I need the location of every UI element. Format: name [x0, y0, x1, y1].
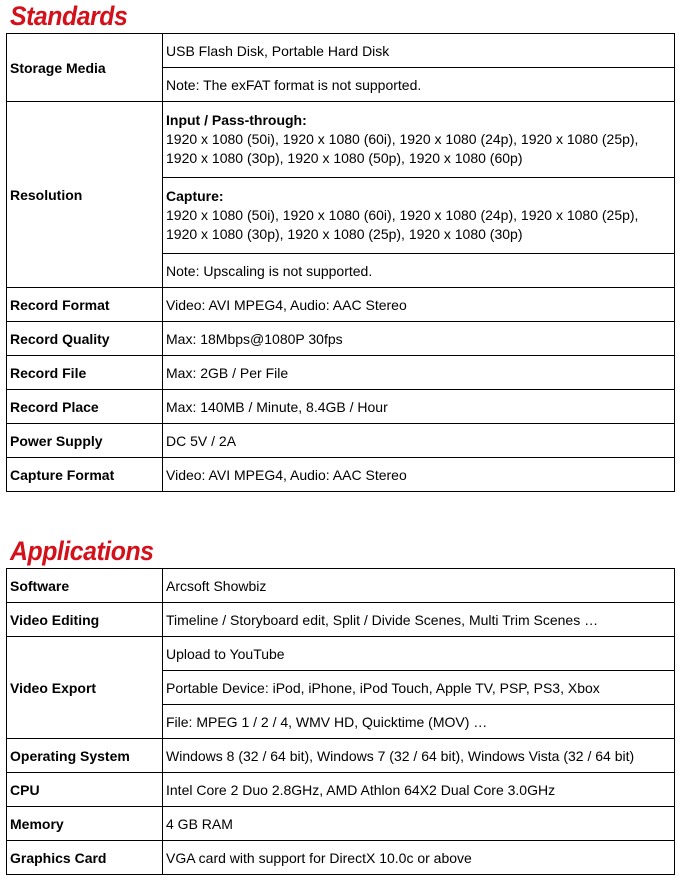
video-editing-label: Video Editing	[7, 603, 163, 637]
table-row	[7, 807, 675, 841]
storage-media-label: Storage Media	[7, 34, 163, 102]
table-row	[7, 637, 675, 671]
record-quality-value: Max: 18Mbps@1080P 30fps	[163, 322, 675, 356]
record-quality-label: Record Quality	[7, 322, 163, 356]
resolution-capture-line: 1920 x 1080 (50i), 1920 x 1080 (60i), 1920 x 1080 (24p), 1920 x 1080 (25p),	[166, 207, 639, 223]
resolution-input-line: 1920 x 1080 (30p), 1920 x 1080 (50p), 1920 x 1080 (60p)	[166, 150, 523, 166]
table-row	[7, 322, 675, 356]
record-place-label: Record Place	[7, 390, 163, 424]
software-value: Arcsoft Showbiz	[163, 569, 675, 603]
video-export-label: Video Export	[7, 637, 163, 739]
operating-system-label: Operating System	[7, 739, 163, 773]
operating-system-value: Windows 8 (32 / 64 bit), Windows 7 (32 / 64 bit), Windows Vista (32 / 64 bit)	[163, 739, 675, 773]
storage-media-note: Note: The exFAT format is not supported.	[163, 68, 675, 102]
record-format-label: Record Format	[7, 288, 163, 322]
applications-table	[6, 568, 675, 875]
graphics-card-value: VGA card with support for DirectX 10.0c or above	[163, 841, 675, 875]
record-file-value: Max: 2GB / Per File	[163, 356, 675, 390]
cpu-label: CPU	[7, 773, 163, 807]
record-place-value: Max: 140MB / Minute, 8.4GB / Hour	[163, 390, 675, 424]
memory-label: Memory	[7, 807, 163, 841]
record-file-label: Record File	[7, 356, 163, 390]
video-editing-value: Timeline / Storyboard edit, Split / Divide Scenes, Multi Trim Scenes …	[163, 603, 675, 637]
software-label: Software	[7, 569, 163, 603]
table-row	[7, 773, 675, 807]
table-row	[7, 841, 675, 875]
standards-table	[6, 33, 675, 492]
graphics-card-label: Graphics Card	[7, 841, 163, 875]
table-row	[7, 739, 675, 773]
resolution-note: Note: Upscaling is not supported.	[163, 254, 675, 288]
table-row	[7, 102, 675, 178]
resolution-capture-heading: Capture:	[166, 188, 224, 204]
applications-title: Applications	[10, 536, 154, 566]
capture-format-value: Video: AVI MPEG4, Audio: AAC Stereo	[163, 458, 675, 492]
cpu-value: Intel Core 2 Duo 2.8GHz, AMD Athlon 64X2 Dual Core 3.0GHz	[163, 773, 675, 807]
table-row	[7, 458, 675, 492]
storage-media-value: USB Flash Disk, Portable Hard Disk	[163, 34, 675, 68]
standards-title: Standards	[10, 1, 128, 31]
resolution-capture-cell	[163, 178, 675, 254]
resolution-input-line: 1920 x 1080 (50i), 1920 x 1080 (60i), 1920 x 1080 (24p), 1920 x 1080 (25p),	[166, 131, 639, 147]
power-supply-value: DC 5V / 2A	[163, 424, 675, 458]
table-row	[7, 288, 675, 322]
resolution-input-cell	[163, 102, 675, 178]
table-row	[7, 424, 675, 458]
video-export-value: Upload to YouTube	[163, 637, 675, 671]
table-row	[7, 356, 675, 390]
memory-value: 4 GB RAM	[163, 807, 675, 841]
table-row	[7, 603, 675, 637]
table-row	[7, 390, 675, 424]
table-row	[7, 569, 675, 603]
power-supply-label: Power Supply	[7, 424, 163, 458]
resolution-input-heading: Input / Pass-through:	[166, 112, 307, 128]
video-export-value: Portable Device: iPod, iPhone, iPod Touch, Apple TV, PSP, PS3, Xbox	[163, 671, 675, 705]
capture-format-label: Capture Format	[7, 458, 163, 492]
record-format-value: Video: AVI MPEG4, Audio: AAC Stereo	[163, 288, 675, 322]
resolution-label: Resolution	[7, 102, 163, 288]
table-row	[7, 34, 675, 68]
resolution-capture-line: 1920 x 1080 (30p), 1920 x 1080 (25p), 1920 x 1080 (30p)	[166, 226, 523, 242]
video-export-value: File: MPEG 1 / 2 / 4, WMV HD, Quicktime (MOV) …	[163, 705, 675, 739]
